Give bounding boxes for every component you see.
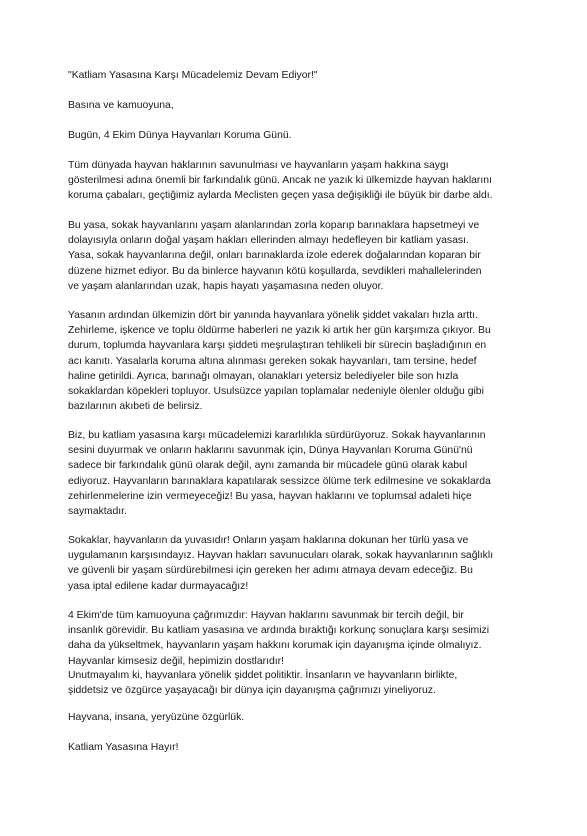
paragraph-2: Bu yasa, sokak hayvanlarını yaşam alanlarından zorla koparıp barınaklara hapsetmeyi ve dolayısıyla onların doğal yaşam hakları ellerinden almayı hedefleyen bir katliam yasası. Yasa, sokak hayvanlarına değil, onları barınaklarda izole ederek doğalarından koparan bir düzene hizmet ediyor. Bu da binlerce hayvanın kötü koşullarda, sevdikleri mahallelerinden ve yaşam alanlarından uzak, hapis hayatı yaşamasına neden oluyor. (68, 220, 482, 292)
paragraph-5: Sokaklar, hayvanların da yuvasıdır! Onların yaşam haklarına dokunan her türlü yasa ve uygulamanın karşısındayız. Hayvan hakları savunucuları olarak, sokak hayvanlarının sağlıklı ve güvenli bir yaşam sürdürebilmesi için gereken her adımı atmaya devam edeceğiz. Bu yasa iptal edilene kadar durmayacağız! (68, 535, 494, 592)
closing-line: Hayvana, insana, yeryüzüne özgürlük. (68, 712, 245, 723)
paragraph-1: Tüm dünyada hayvan haklarının savunulması ve hayvanların yaşam hakkına saygı gösterilmesi adına önemli bir farkındalık günü. Ancak ne yazık ki ülkemizde hayvan haklarını koruma çabaları, geçtiğimiz aylarda Meclisten geçen yasa değişikliği ile büyük bir darbe aldı. (68, 160, 493, 202)
date-line: Bugün, 4 Ekim Dünya Hayvanları Koruma Günü. (68, 130, 292, 141)
paragraph-6: 4 Ekim'de tüm kamuoyuna çağrımızdır: Hayvan haklarını savunmak bir tercih değil, bir insanlık görevidir. Bu katliam yasasına ve ardında bıraktığı korkunç sonuçlara karşı sesimizi daha da yükseltmek, hayvanların yaşam hakkını korumak için dayanışma içinde olmalıyız. Hayvanlar kimsesiz değil, hepimizin dostlarıdır! (68, 610, 490, 667)
document-title: "Katliam Yasasına Karşı Mücadelemiz Devam Ediyor!" (68, 70, 318, 81)
paragraph-7: Unutmayalım ki, hayvanlara yönelik şiddet politiktir. İnsanların ve hayvanların birlikte, şiddetsiz ve özgürce yaşayacağı bir dünya için dayanışma çağrımızı yineliyoruz. (68, 670, 458, 697)
paragraph-3: Yasanın ardından ülkemizin dört bir yanında hayvanlara yönelik şiddet vakaları hızla arttı. Zehirleme, işkence ve toplu öldürme haberleri ne yazık ki artık her gün karşımıza çıkıyor. Bu durum, toplumda hayvanlara karşı şiddeti meşrulaştıran tehlikeli bir sürecin başladığının en acı kanıtı. Yasalarla koruma altına alınması gereken sokak hayvanları, tam tersine, hedef haline getirildi. Ayrıca, barınağı olmayan, olanakları yetersiz belediyeler bile son hızla sokaklardan köpekleri topluyor. Usulsüzce yapılan toplamalar nedeniyle ölenler olduğu gibi bazılarının akıbeti de belirsiz. (68, 310, 491, 413)
paragraph-4: Biz, bu katliam yasasına karşı mücadelemizi kararlılıkla sürdürüyoruz. Sokak hayvanlarının sesini duyurmak ve onların haklarını savunmak için, Dünya Hayvanları Koruma Günü'nü sadece bir farkındalık günü olarak değil, aynı zamanda bir mücadele günü olarak kabul ediyoruz. Hayvanların barınaklara kapatılarak sessizce ölüme terk edilmesine ve sokaklarda zehirlenmelerine izin vermeyeceğiz! Bu yasa, hayvan haklarını ve toplumsal adaleti hiçe saymaktadır. (68, 430, 491, 518)
sign-off: Katliam Yasasına Hayır! (68, 742, 179, 753)
salutation: Basına ve kamuoyuna, (68, 100, 174, 111)
